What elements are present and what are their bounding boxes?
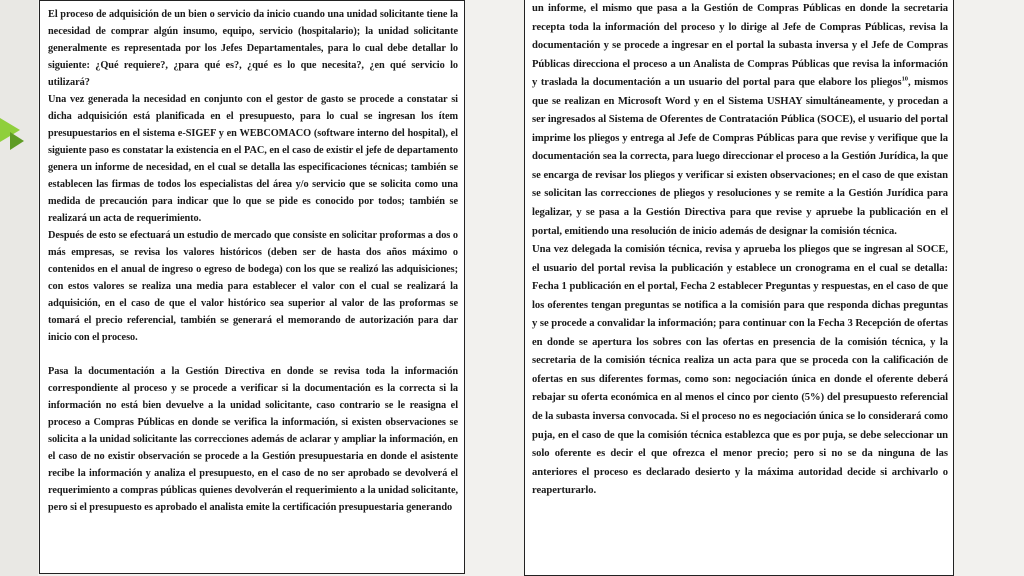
paragraph: Pasa la documentación a la Gestión Directiva en donde se revisa toda la información correspondiente al proceso y se procede a verificar si la documentación es la correcta si la información no está bien devuelve a la unidad solicitante, caso contrario se le reasigna el proceso a Compras Públicas en donde se verifica la información, si existen observaciones se solicita a la unidad solicitante las correcciones además de aclarar y ampliar la información, en el caso de no existir observación se procede a la Gestión presupuestaria en donde el asistente recibe la información y analiza el presupuesto, en el caso de no ser aprobado se devolverá el requerimiento a compras públicas quienes devolverán el requerimiento a la unidad solicitante, pero si el presupuesto es aprobado el analista emite la certificación presupuestaria generando bbox=[48, 366, 458, 513]
paragraph: Después de esto se efectuará un estudio de mercado que consiste en solicitar proformas a dos o más empresas, se revisa los valores históricos (deben ser de hasta dos años máximo o contenidos en el anual de ingreso o egreso de bodega) con los que se realizó las adquisiciones; con estos valores se realiza una media para establecer el valor con el cual se realizará la adquisición, en el caso de que el valor histórico sea superior al valor de las proformas se tomará el precio referencial, también se generará el memorando de autorización para dar inicio con el proceso. bbox=[48, 230, 458, 343]
slide-left-strip bbox=[0, 0, 38, 576]
document-page-right bbox=[524, 0, 954, 576]
paragraph-text: un informe, el mismo que pasa a la Gestión de Compras Públicas en donde la secretaria recepta toda la información del proceso y lo dirige al Jefe de Compras Públicas, revisa la documentación y se procede a ingresar en el portal la subasta inversa y el Jefe de Compras Públicas direcciona el proceso a un Analista de Compras Públicas que revisa la información y traslada la documentación a un usuario del portal para que elabore los pliegos bbox=[532, 3, 948, 89]
paragraph: Una vez delegada la comisión técnica, revisa y aprueba los pliegos que se ingresan al SOCE, el usuario del portal revisa la publicación y establece un cronograma en el cual se detalla: Fecha 1 publicación en el portal, Fecha 2 establecer Preguntas y respuestas, en el caso de que los oferentes tengan preguntas se notifica a la comisión para que responda dichas preguntas y se procede a convalidar la información; para continuar con la Fecha 3 Recepción de ofertas en donde se apertura los sobres con las ofertas en presencia de la comisión técnica, y la secretaria de la comisión técnica realiza un acta para que se proceda con la calificación de ofertas en sus diferentes formas, como son: negociación única en donde el oferente deberá rebajar su oferta económica en al menos el cinco por ciento (5%) del presupuesto referencial de la subasta inversa convocada. Si el proceso no es negociación única se lo considerará como puja, en el caso de que la comisión técnica establezca que es por puja, se debe seleccionar un solo oferente es decir el que ofrezca el menor precio; pero si no se da ninguna de las anteriores el proceso es declarado desierto y la máxima autoridad decide si archivarlo o reaperturarlo. bbox=[532, 244, 948, 497]
paragraph-text: , mismos que se realizan en Microsoft Word y en el Sistema USHAY simultáneamente, y procedan a ser ingresados al Sistema de Oferentes de Contratación Pública (SOCE), el usuario del portal imprime los pliegos y entrega al Jefe de Compras Públicas para que revise y verifique que la documentación sea la correcta, para luego direccionar el proceso a la Gestión Jurídica, la que se encarga de revisar los pliegos y verificar si existen observaciones; en el caso de que existan se solicitan las correcciones de pliegos y resoluciones y se remite a la Gestión Jurídica para legalizar, y se pasa a la Gestión Directiva para que revise y apruebe la publicación en el portal, emitiendo una resolución de inicio además de designar la comisión técnica. bbox=[532, 77, 948, 237]
paragraph bbox=[532, 0, 948, 241]
slide-accent-arrow-dark bbox=[10, 132, 24, 150]
footnote-reference[interactable]: 10 bbox=[901, 75, 908, 83]
paragraph: Una vez generada la necesidad en conjunto con el gestor de gasto se procede a constatar si dicha adquisición está planificada en el presupuesto, para lo cual se ingresan los ítem presupuestarios en el sistema e-SIGEF y en WEBCOMACO (software interno del hospital), el siguiente paso es constatar la existencia en el PAC, en el caso de existir el jefe de departamento genera un informe de necesidad, en el cual se detalla las especificaciones técnicas; también se establecen las firmas de todos los especialistas del área y/o servicio que se solicita como una medida de precaución para indicar que lo que se pide es conocido por todos; también se realizará un acta de requerimiento. bbox=[48, 94, 458, 224]
document-page-left bbox=[39, 0, 465, 574]
paragraph-gap bbox=[48, 346, 458, 363]
paragraph: El proceso de adquisición de un bien o servicio da inicio cuando una unidad solicitante tiene la necesidad de comprar algún insumo, equipo, servicio (hospitalario); la unidad solicitante generalmente es representada por los Jefes Departamentales, para lo cual debe detallar lo siguiente: ¿Qué requiere?, ¿para qué es?, ¿qué es lo que necesita?, ¿en qué servicio lo utilizará? bbox=[48, 9, 458, 88]
